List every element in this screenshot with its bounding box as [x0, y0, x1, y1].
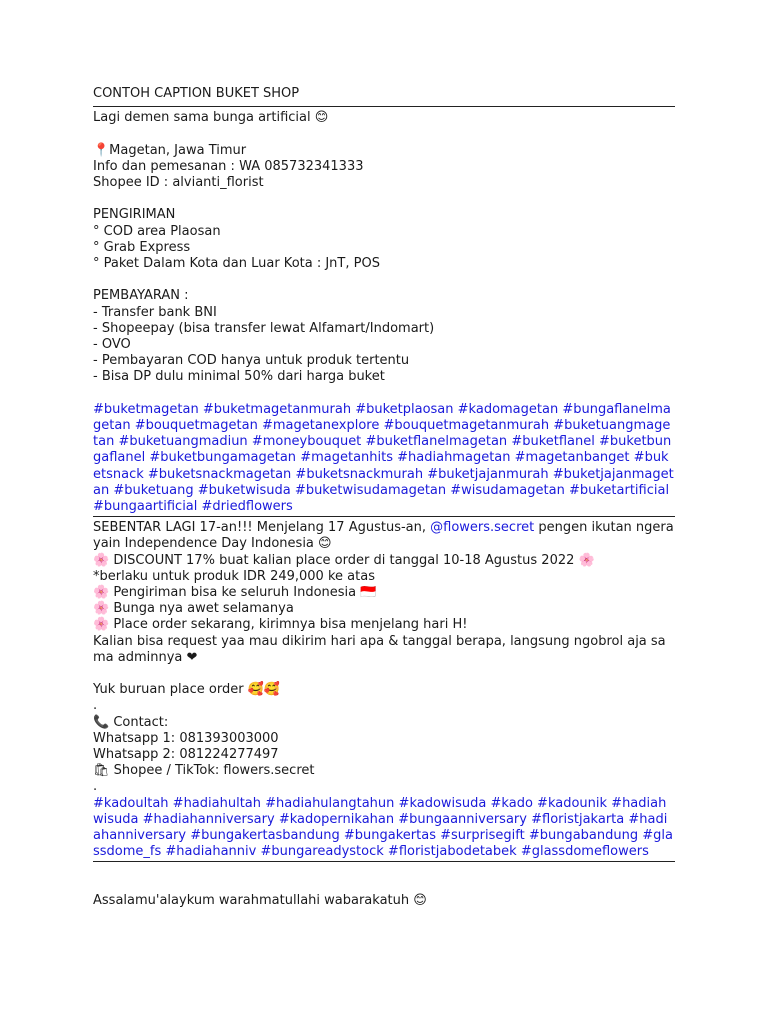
- mention-link[interactable]: @flowers.secret: [430, 520, 535, 536]
- hashtag-link[interactable]: #buketbungamagetan: [149, 450, 297, 466]
- hashtag-link[interactable]: #hadiahulangtahun: [265, 795, 395, 811]
- promo-intro: [93, 520, 675, 552]
- hashtag-link[interactable]: #buketuang: [113, 482, 194, 498]
- caption-block-2: [93, 520, 675, 860]
- hashtag-link[interactable]: #kadoultah: [93, 795, 169, 811]
- hashtag-link[interactable]: #moneybouquet: [251, 434, 362, 450]
- hashtag-link[interactable]: #bungaflanelmagetan: [93, 401, 671, 433]
- whatsapp-line: Whatsapp 1: 081393003000: [93, 730, 279, 746]
- hashtag-link[interactable]: #buketsnackmagetan: [147, 466, 292, 482]
- promo-intro-prefix: SEBENTAR LAGI 17-an!!! Menjelang 17 Agustus-an,: [93, 520, 431, 536]
- hashtag-link[interactable]: #magetanhits: [300, 450, 393, 466]
- hashtag-link[interactable]: #kadowisuda: [398, 795, 487, 811]
- shopee-id-line: Shopee ID : alvianti_florist: [93, 175, 264, 190]
- benefit-item: 🌸 Place order sekarang, kirimnya bisa menjelang hari H!: [93, 617, 468, 633]
- hashtag-link[interactable]: #surprisegift: [440, 828, 525, 844]
- hashtag-link[interactable]: #buketmagetan: [93, 401, 199, 417]
- payment-item: - Transfer bank BNI: [93, 304, 217, 320]
- document-page: [93, 86, 675, 910]
- shipping-heading: PENGIRIMAN: [93, 207, 176, 223]
- hashtag-link[interactable]: #buketjajanmurah: [427, 466, 549, 482]
- discount-line: 🌸 DISCOUNT 17% buat kalian place order di tanggal 10-18 Agustus 2022 🌸: [93, 552, 595, 568]
- payment-item: - Pembayaran COD hanya untuk produk tertentu: [93, 353, 410, 369]
- hashtag-link[interactable]: #buketsnackmurah: [295, 466, 424, 482]
- hashtag-link[interactable]: #bungakertas: [343, 828, 436, 844]
- hashtag-link[interactable]: #hadiahmagetan: [397, 450, 511, 466]
- hashtag-link[interactable]: #bungakertasbandung: [190, 828, 340, 844]
- contact-heading: 📞 Contact:: [93, 714, 169, 730]
- location-line: 📍Magetan, Jawa Timur: [93, 142, 247, 158]
- divider: [93, 861, 675, 862]
- hashtag-link[interactable]: #buketwisuda: [197, 482, 291, 498]
- request-line: Kalian bisa request yaa mau dikirim hari apa & tanggal berapa, langsung ngobrol aja sama adminnya ❤: [93, 633, 666, 665]
- hashtag-link[interactable]: #buketflanel: [511, 434, 595, 450]
- whatsapp-line: Whatsapp 2: 081224277497: [93, 747, 279, 763]
- hashtag-link[interactable]: #kado: [490, 795, 533, 811]
- hashtag-link[interactable]: #bungareadystock: [260, 844, 384, 860]
- divider: [93, 516, 675, 517]
- hashtag-link[interactable]: #magetanbanget: [514, 450, 630, 466]
- hashtag-link[interactable]: #wisudamagetan: [450, 482, 565, 498]
- hashtag-link[interactable]: #hadiahanniversary: [142, 811, 275, 827]
- hashtag-link[interactable]: #buketmagetanmurah: [202, 401, 352, 417]
- hashtag-link[interactable]: #kadounik: [537, 795, 608, 811]
- hashtag-link[interactable]: #driedflowers: [201, 499, 293, 515]
- hashtag-link[interactable]: #buketflanelmagetan: [365, 434, 508, 450]
- hashtag-link[interactable]: #kadopernikahan: [278, 811, 395, 827]
- hashtag-link[interactable]: #floristjakarta: [531, 811, 625, 827]
- hashtag-link[interactable]: #buketuangmagetan: [93, 418, 671, 450]
- hashtag-link[interactable]: #hadiahanniv: [165, 844, 257, 860]
- dot-separator: .: [93, 698, 98, 714]
- hashtag-link[interactable]: #hadiahwisuda: [93, 795, 667, 827]
- divider: [93, 106, 675, 107]
- hashtag-link[interactable]: #kadomagetan: [457, 401, 559, 417]
- hashtag-link[interactable]: #buketartificial: [568, 482, 670, 498]
- caption-intro: Lagi demen sama bunga artificial 😊: [93, 110, 329, 126]
- hashtag-link[interactable]: #hadiahultah: [172, 795, 261, 811]
- benefit-item: 🌸 Pengiriman bisa ke seluruh Indonesia 🇮🇩: [93, 585, 377, 601]
- hashtag-link[interactable]: #glassdome_fs: [93, 828, 673, 860]
- dot-separator: .: [93, 779, 98, 795]
- order-info-line: Info dan pemesanan : WA 085732341333: [93, 158, 364, 174]
- hashtag-link[interactable]: #bungaanniversary: [398, 811, 527, 827]
- hashtag-link[interactable]: #floristjabodetabek: [387, 844, 517, 860]
- shipping-item: ° Grab Express: [93, 239, 191, 255]
- payment-item: - OVO: [93, 337, 131, 352]
- page-title: CONTOH CAPTION BUKET SHOP: [93, 86, 300, 101]
- hashtag-link[interactable]: #buketuangmadiun: [118, 434, 248, 450]
- hashtag-link[interactable]: #buketsnack: [93, 450, 669, 482]
- hashtag-link[interactable]: #bouquetmagetan: [134, 418, 258, 433]
- shop-line: 🛍 Shopee / TikTok: flowers.secret: [93, 763, 315, 779]
- hashtag-link[interactable]: #bungabandung: [528, 828, 639, 844]
- caption-block-1: [93, 110, 675, 515]
- shipping-item: ° Paket Dalam Kota dan Luar Kota : JnT, POS: [93, 256, 380, 271]
- hashtag-block: [93, 796, 675, 861]
- discount-note: *berlaku untuk produk IDR 249,000 ke atas: [93, 568, 375, 584]
- payment-heading: PEMBAYARAN :: [93, 288, 189, 304]
- benefit-item: 🌸 Bunga nya awet selamanya: [93, 601, 294, 617]
- hashtag-link[interactable]: #bouquetmagetanmurah: [383, 418, 550, 433]
- hashtag-link[interactable]: #glassdomeflowers: [520, 844, 649, 860]
- hashtag-link[interactable]: #magetanexplore: [261, 418, 380, 433]
- hashtag-link[interactable]: #hadiahanniversary: [93, 811, 668, 844]
- hashtag-link[interactable]: #buketwisudamagetan: [294, 482, 447, 498]
- payment-item: - Bisa DP dulu minimal 50% dari harga buket: [93, 369, 385, 385]
- greeting-line: Assalamu'alaykum warahmatullahi wabarakatuh 😊: [93, 893, 427, 909]
- hashtag-link[interactable]: #bungaartificial: [93, 499, 198, 515]
- hashtag-link[interactable]: #buketjajanmagetan: [93, 466, 674, 498]
- call-to-action: Yuk buruan place order 🥰🥰: [93, 682, 281, 698]
- hashtag-link[interactable]: #buketplaosan: [355, 401, 454, 417]
- hashtag-link[interactable]: #buketbungaflanel: [93, 434, 672, 466]
- payment-item: - Shopeepay (bisa transfer lewat Alfamart/Indomart): [93, 320, 435, 336]
- hashtag-block: [93, 402, 675, 515]
- promo-intro-suffix: pengen ikutan ngerayain Independence Day Indonesia 😊: [93, 520, 674, 552]
- shipping-item: ° COD area Plaosan: [93, 223, 221, 239]
